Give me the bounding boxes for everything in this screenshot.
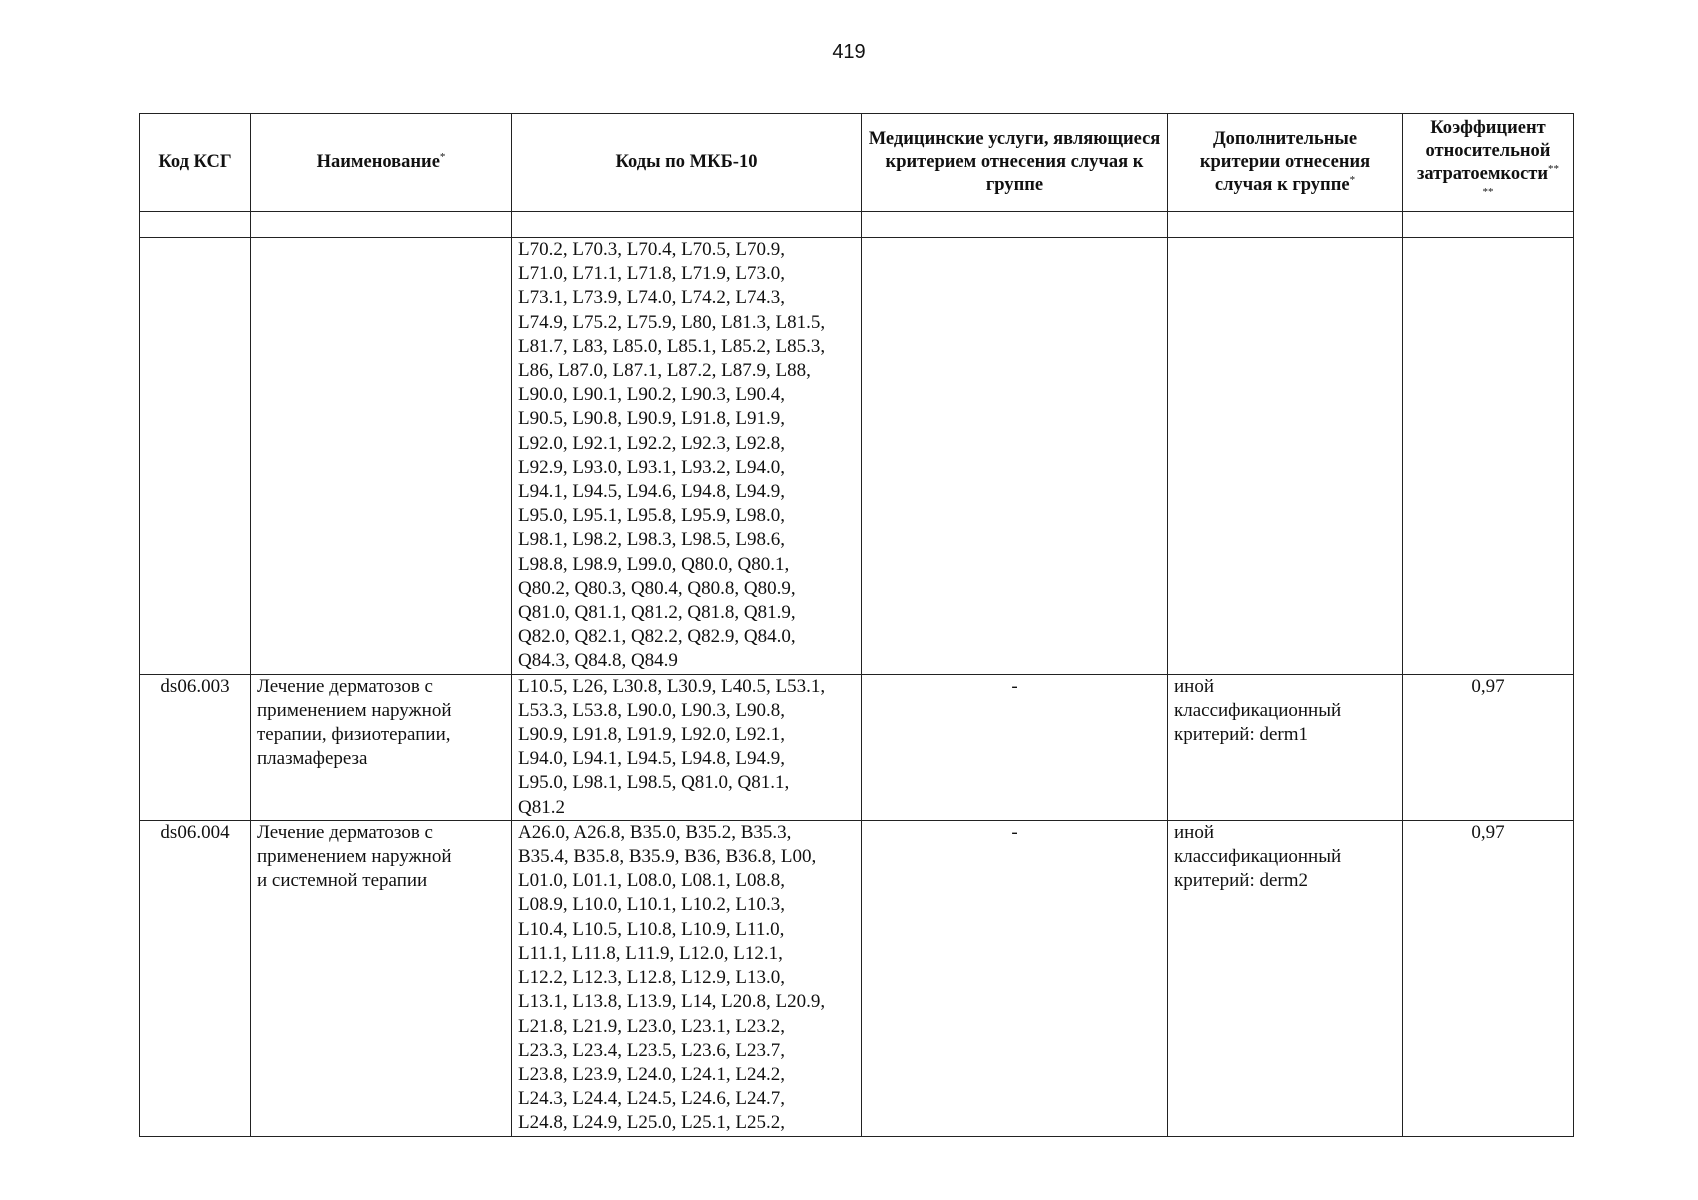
criteria-cell: иной классификационный критерий: derm1: [1168, 674, 1403, 820]
services-cell: [862, 238, 1168, 675]
coefficient-cell: 0,97: [1403, 674, 1574, 820]
mkb-codes-cell: L70.2, L70.3, L70.4, L70.5, L70.9, L71.0, L71.1, L71.8, L71.9, L73.0, L73.1, L73.9, L74.0, L74.2, L74.3, L74.9, L75.2, L75.9, L80, L81.3, L81.5, L81.7, L83, L85.0, L85.1, L85.2, L85.3, L86, L87.0, L87.1, L87.2, L87.9, L88, L90.0, L90.1, L90.2, L90.3, L90.4, L90.5, L90.8, L90.9, L91.8, L91.9, L92.0, L92.1, L92.2, L92.3, L92.8, L92.9, L93.0, L93.1, L93.2, L94.0, L94.1, L94.5, L94.6, L94.8, L94.9, L95.0, L95.1, L95.8, L95.9, L98.0, L98.1, L98.2, L98.3, L98.5, L98.6, L98.8, L98.9, L99.0, Q80.0, Q80.1, Q80.2, Q80.3, Q80.4, Q80.8, Q80.9, Q81.0, Q81.1, Q81.2, Q81.8, Q81.9, Q82.0, Q82.1, Q82.2, Q82.9, Q84.0, Q84.3, Q84.8, Q84.9: [512, 238, 862, 675]
header-criteria-mark: *: [1349, 173, 1356, 186]
ksg-code-cell: ds06.004: [140, 820, 251, 1136]
spacer-cell: [862, 212, 1168, 238]
coefficient-cell: 0,97: [1403, 820, 1574, 1136]
spacer-cell: [140, 212, 251, 238]
header-services: Медицинские услуги, являющиеся критерием отнесения случая к группе: [862, 114, 1168, 212]
criteria-cell: иной классификационный критерий: derm2: [1168, 820, 1403, 1136]
header-coefficient: Коэффициент относительной затратоемкости** **: [1403, 114, 1574, 212]
services-cell: -: [862, 820, 1168, 1136]
table-row: [140, 674, 1574, 820]
table-row: [140, 820, 1574, 1136]
header-coefficient-mark-2: **: [1482, 185, 1494, 198]
mkb-codes-cell: L10.5, L26, L30.8, L30.9, L40.5, L53.1, L53.3, L53.8, L90.0, L90.3, L90.8, L90.9, L91.8, L91.9, L92.0, L92.1, L94.0, L94.1, L94.5, L94.8, L94.9, L95.0, L98.1, L98.5, Q81.0, Q81.1, Q81.2: [512, 674, 862, 820]
spacer-cell: [1403, 212, 1574, 238]
table-spacer-row: [140, 212, 1574, 238]
mkb-codes-cell: A26.0, A26.8, B35.0, B35.2, B35.3, B35.4, B35.8, B35.9, B36, B36.8, L00, L01.0, L01.1, L08.0, L08.1, L08.8, L08.9, L10.0, L10.1, L10.2, L10.3, L10.4, L10.5, L10.8, L10.9, L11.0, L11.1, L11.8, L11.9, L12.0, L12.1, L12.2, L12.3, L12.8, L12.9, L13.0, L13.1, L13.8, L13.9, L14, L20.8, L20.9, L21.8, L21.9, L23.0, L23.1, L23.2, L23.3, L23.4, L23.5, L23.6, L23.7, L23.8, L23.9, L24.0, L24.1, L24.2, L24.3, L24.4, L24.5, L24.6, L24.7, L24.8, L24.9, L25.0, L25.1, L25.2,: [512, 820, 862, 1136]
table-row: [140, 238, 1574, 675]
ksg-name-cell: Лечение дерматозов с применением наружной и системной терапии: [251, 820, 512, 1136]
spacer-cell: [251, 212, 512, 238]
spacer-cell: [1168, 212, 1403, 238]
coefficient-cell: [1403, 238, 1574, 675]
ksg-name-cell: [251, 238, 512, 675]
header-mkb: Коды по МКБ-10: [512, 114, 862, 212]
spacer-cell: [512, 212, 862, 238]
criteria-cell: [1168, 238, 1403, 675]
ksg-table: [139, 113, 1574, 1137]
table-header-row: [140, 114, 1574, 212]
ksg-name-cell: Лечение дерматозов с применением наружной терапии, физиотерапии, плазмафереза: [251, 674, 512, 820]
header-criteria: Дополнительные критерии отнесения случая к группе*: [1168, 114, 1403, 212]
ksg-code-cell: ds06.003: [140, 674, 251, 820]
header-code: Код КСГ: [140, 114, 251, 212]
ksg-code-cell: [140, 238, 251, 675]
header-name: Наименование*: [251, 114, 512, 212]
page-number: 419: [832, 41, 866, 63]
header-coefficient-mark: **: [1548, 162, 1560, 175]
services-cell: -: [862, 674, 1168, 820]
header-name-mark: *: [439, 150, 446, 163]
